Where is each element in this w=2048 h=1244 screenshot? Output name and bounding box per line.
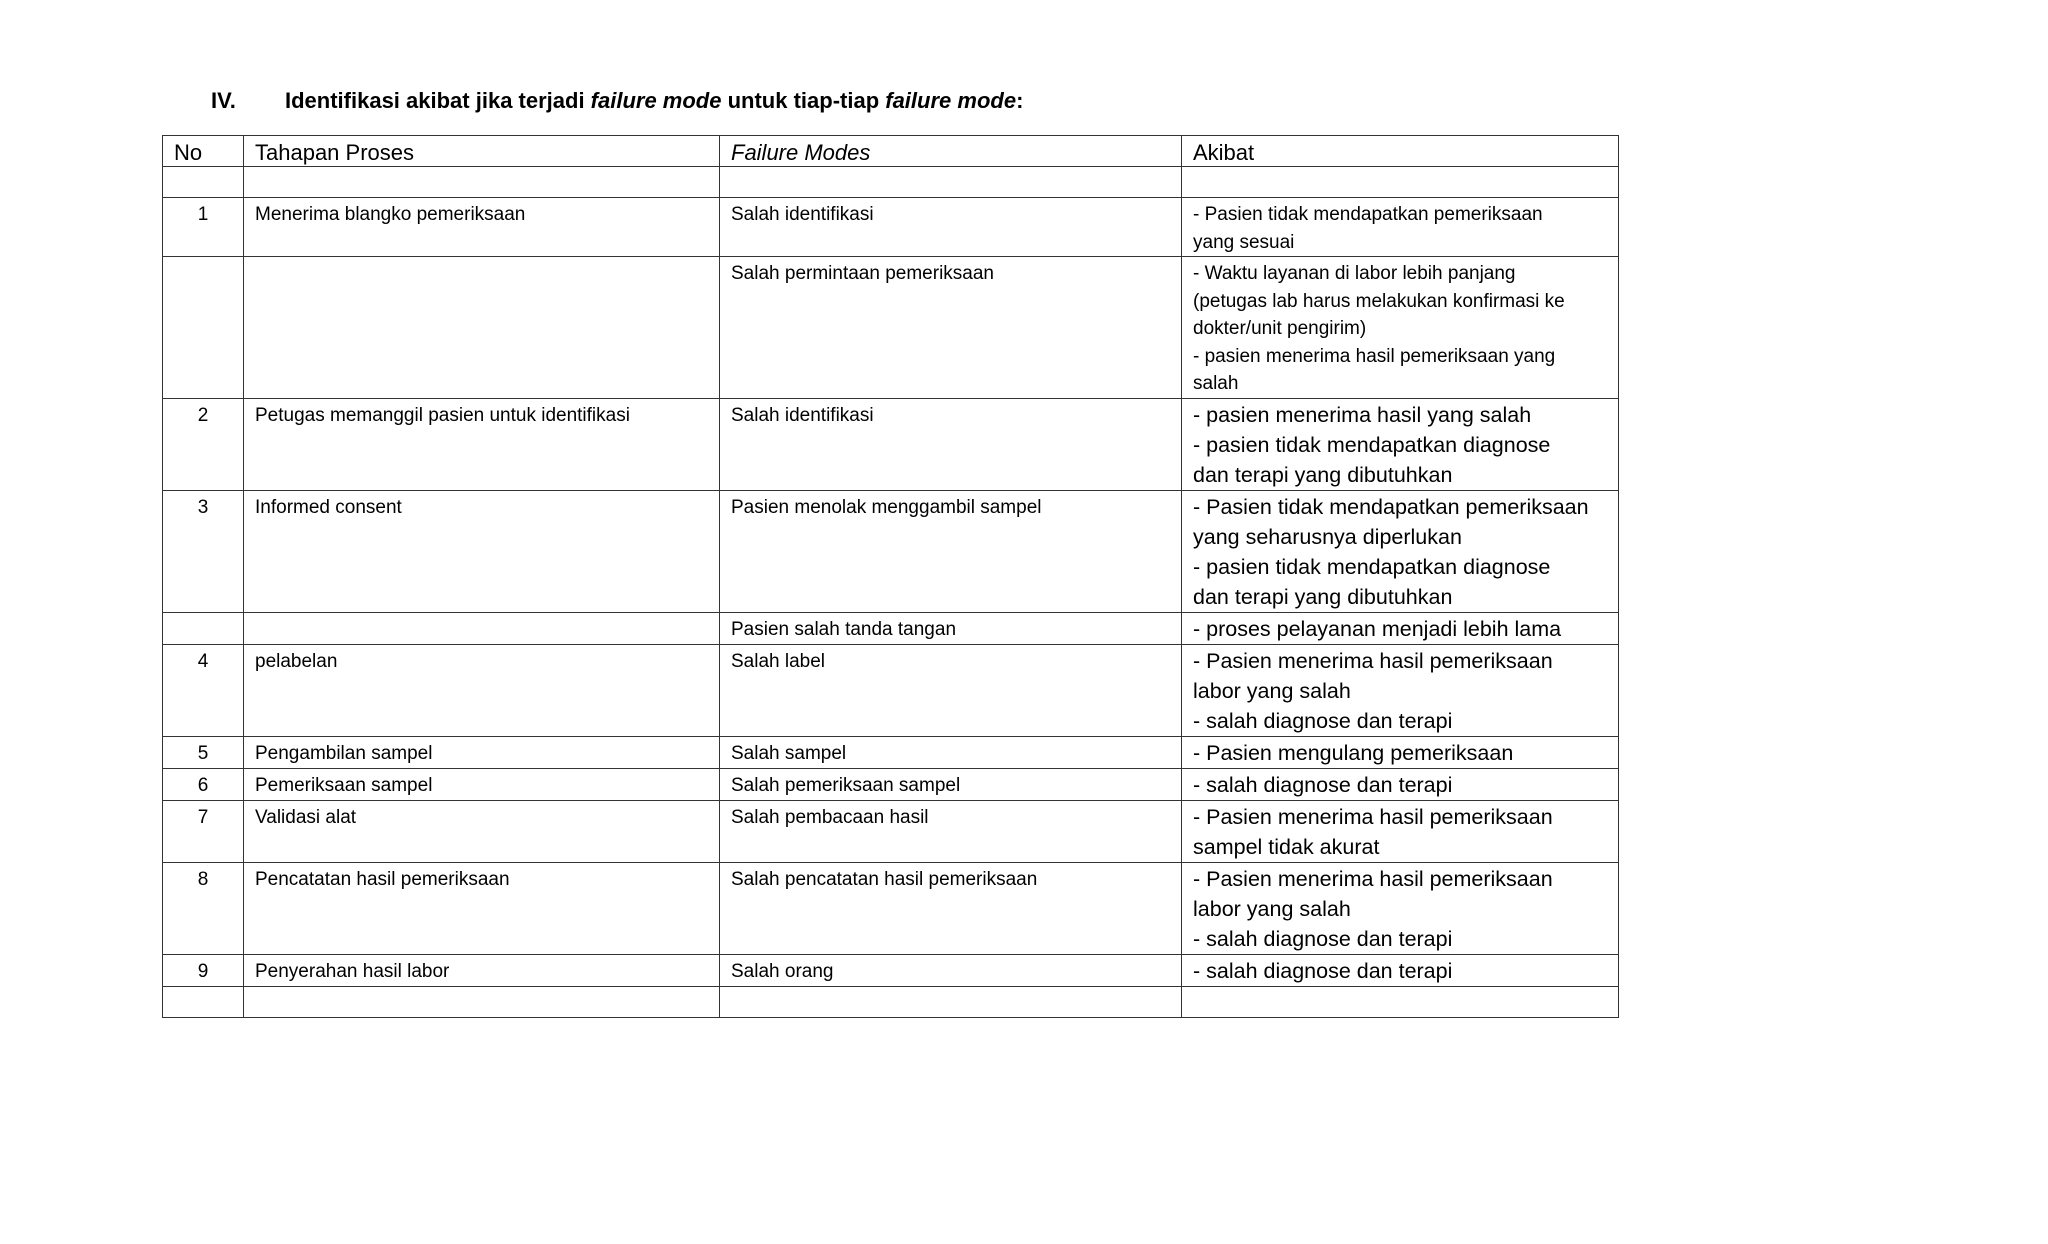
effect-line: - salah diagnose dan terapi (1193, 958, 1453, 983)
effect-cell (1182, 257, 1619, 399)
effect-cell (1182, 986, 1619, 1017)
header-effect: Akibat (1182, 136, 1619, 167)
process-step-cell: Pencatatan hasil pemeriksaan (244, 862, 720, 954)
table-row (163, 398, 1619, 490)
table-row (163, 490, 1619, 612)
process-step-cell: Pemeriksaan sampel (244, 768, 720, 800)
effect-line: - pasien menerima hasil yang salah (1193, 402, 1532, 427)
effect-line: - Pasien menerima hasil pemeriksaan (1193, 804, 1553, 829)
header-no: No (163, 136, 244, 167)
effect-line: yang seharusnya diperlukan (1193, 524, 1462, 549)
effect-line: - Pasien menerima hasil pemeriksaan (1193, 648, 1553, 673)
effect-line: dokter/unit pengirim) (1193, 318, 1367, 339)
heading-italic-2: failure mode (885, 88, 1017, 113)
row-number-cell: 4 (163, 644, 244, 736)
effect-line: - pasien tidak mendapatkan diagnose (1193, 432, 1551, 457)
effect-cell (1182, 398, 1619, 490)
effect-cell (1182, 490, 1619, 612)
table-header-row (163, 136, 1619, 167)
failure-mode-cell: Salah label (720, 644, 1182, 736)
failure-mode-cell (720, 986, 1182, 1017)
effect-line: - proses pelayanan menjadi lebih lama (1193, 616, 1562, 641)
row-number-cell: 7 (163, 800, 244, 862)
effect-line: (petugas lab harus melakukan konfirmasi ke (1193, 290, 1565, 312)
row-number-cell: 5 (163, 736, 244, 768)
table-row (163, 986, 1619, 1017)
failure-mode-cell: Salah pembacaan hasil (720, 800, 1182, 862)
effect-line: - salah diagnose dan terapi (1193, 926, 1453, 951)
heading-text-2: untuk tiap-tiap (721, 88, 886, 113)
table-row (163, 167, 1619, 198)
process-step-cell (244, 167, 720, 198)
effect-line: - pasien tidak mendapatkan diagnose (1193, 554, 1551, 579)
header-failure-mode: Failure Modes (720, 136, 1182, 167)
heading-italic-1: failure mode (590, 88, 722, 113)
effect-cell (1182, 800, 1619, 862)
table-body (163, 136, 1619, 1018)
effect-line: - Pasien tidak mendapatkan pemeriksaan (1193, 204, 1543, 225)
effect-line: - pasien menerima hasil pemeriksaan yang (1193, 345, 1556, 367)
heading-text-3: : (1016, 88, 1024, 113)
table-row (163, 257, 1619, 399)
effect-line: - salah diagnose dan terapi (1193, 772, 1453, 797)
effect-line: - Pasien mengulang pemeriksaan (1193, 740, 1514, 765)
effect-line: - salah diagnose dan terapi (1193, 708, 1453, 733)
effect-line: labor yang salah (1193, 678, 1351, 703)
table-row (163, 800, 1619, 862)
process-step-cell: pelabelan (244, 644, 720, 736)
effect-line: dan terapi yang dibutuhkan (1193, 462, 1453, 487)
failure-mode-cell: Salah pemeriksaan sampel (720, 768, 1182, 800)
table-row (163, 198, 1619, 257)
row-number-cell: 1 (163, 198, 244, 257)
table-row (163, 768, 1619, 800)
effect-cell (1182, 612, 1619, 644)
process-step-cell: Informed consent (244, 490, 720, 612)
process-step-cell (244, 986, 720, 1017)
process-step-cell (244, 257, 720, 399)
effect-cell (1182, 954, 1619, 986)
failure-mode-cell: Pasien menolak menggambil sampel (720, 490, 1182, 612)
row-number-cell (163, 986, 244, 1017)
process-step-cell (244, 612, 720, 644)
header-step: Tahapan Proses (244, 136, 720, 167)
row-number-cell (163, 257, 244, 399)
failure-mode-cell (720, 167, 1182, 198)
process-step-cell: Pengambilan sampel (244, 736, 720, 768)
effect-cell (1182, 167, 1619, 198)
section-heading (211, 86, 1023, 116)
row-number-cell: 2 (163, 398, 244, 490)
table-row (163, 644, 1619, 736)
effect-cell (1182, 644, 1619, 736)
process-step-cell: Petugas memanggil pasien untuk identifikasi (244, 398, 720, 490)
table-row (163, 612, 1619, 644)
effect-line: yang sesuai (1193, 231, 1295, 253)
failure-mode-cell: Salah orang (720, 954, 1182, 986)
effect-line: - Pasien menerima hasil pemeriksaan (1193, 866, 1553, 891)
row-number-cell: 3 (163, 490, 244, 612)
effect-line: - Pasien tidak mendapatkan pemeriksaan (1193, 494, 1589, 519)
failure-mode-cell: Salah identifikasi (720, 198, 1182, 257)
effect-cell (1182, 862, 1619, 954)
row-number-cell (163, 612, 244, 644)
row-number-cell: 6 (163, 768, 244, 800)
process-step-cell: Validasi alat (244, 800, 720, 862)
process-step-cell: Menerima blangko pemeriksaan (244, 198, 720, 257)
process-step-cell: Penyerahan hasil labor (244, 954, 720, 986)
table-row (163, 736, 1619, 768)
failure-effects-table (162, 135, 1619, 1018)
row-number-cell (163, 167, 244, 198)
failure-mode-cell: Salah pencatatan hasil pemeriksaan (720, 862, 1182, 954)
row-number-cell: 8 (163, 862, 244, 954)
effect-line: dan terapi yang dibutuhkan (1193, 584, 1453, 609)
failure-mode-cell: Salah permintaan pemeriksaan (720, 257, 1182, 399)
effect-line: - Waktu layanan di labor lebih panjang (1193, 263, 1516, 284)
heading-text-1: Identifikasi akibat jika terjadi (285, 88, 591, 113)
failure-mode-cell: Salah sampel (720, 736, 1182, 768)
section-number: IV. (211, 88, 236, 113)
failure-mode-cell: Salah identifikasi (720, 398, 1182, 490)
effect-cell (1182, 198, 1619, 257)
failure-mode-cell: Pasien salah tanda tangan (720, 612, 1182, 644)
table-row (163, 862, 1619, 954)
effect-cell (1182, 736, 1619, 768)
effect-cell (1182, 768, 1619, 800)
effect-line: sampel tidak akurat (1193, 834, 1380, 859)
effect-line: salah (1193, 373, 1239, 394)
row-number-cell: 9 (163, 954, 244, 986)
effect-line: labor yang salah (1193, 896, 1351, 921)
table-row (163, 954, 1619, 986)
